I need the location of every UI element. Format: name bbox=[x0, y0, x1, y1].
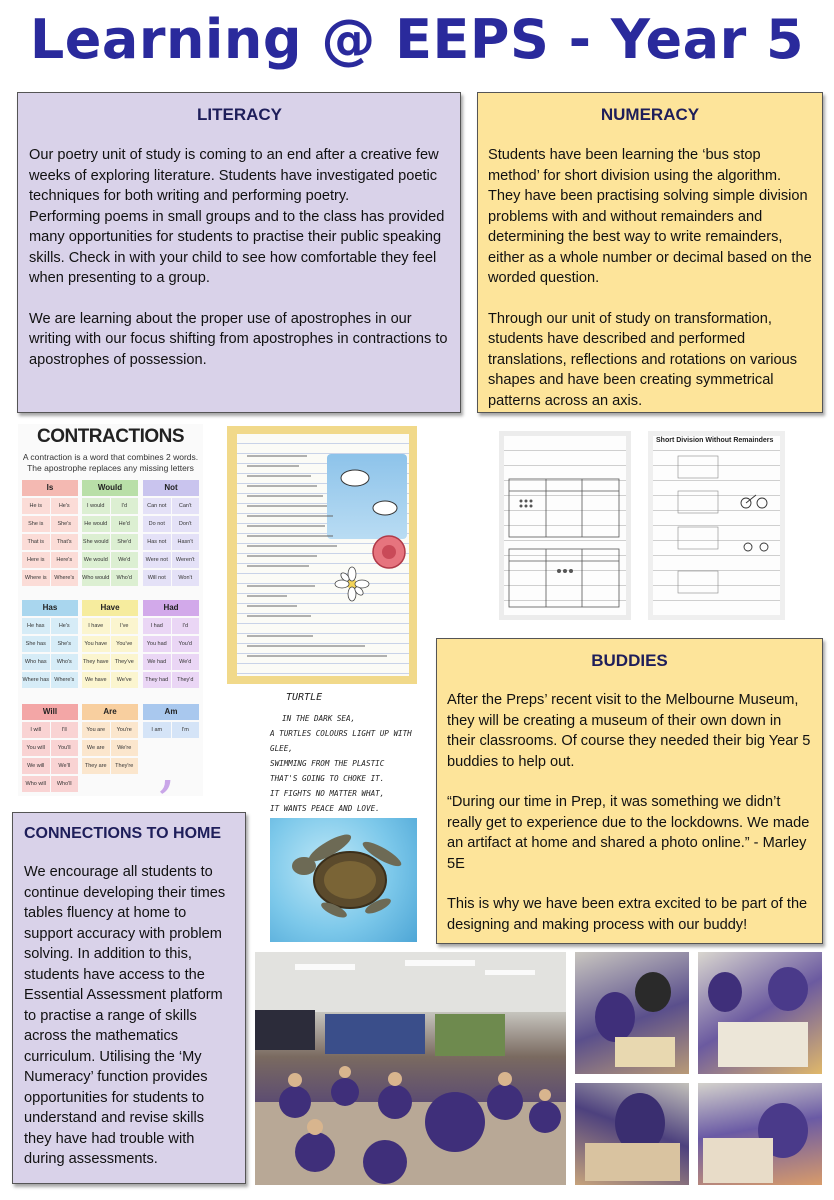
contraction-full-words: You will bbox=[22, 740, 50, 756]
division-worksheet-photo-left bbox=[499, 431, 631, 620]
contraction-short-form: Hasn't bbox=[172, 534, 200, 550]
table bbox=[718, 1022, 808, 1067]
contraction-group-heading: Would bbox=[82, 480, 138, 496]
contraction-row bbox=[22, 498, 78, 514]
literacy-panel bbox=[17, 92, 461, 413]
buddies-panel bbox=[436, 638, 823, 944]
contraction-row bbox=[82, 654, 138, 670]
contraction-row bbox=[143, 516, 199, 532]
contraction-short-form: He'd bbox=[111, 516, 139, 532]
contraction-group-heading: Are bbox=[82, 704, 138, 720]
contraction-full-words: I had bbox=[143, 618, 171, 634]
contraction-group-heading: Will bbox=[22, 704, 78, 720]
contraction-row bbox=[82, 618, 138, 634]
contraction-short-form: We'd bbox=[172, 654, 200, 670]
classroom-scene bbox=[255, 952, 566, 1185]
buddies-quote: “During our time in Prep, it was something we didn’t really get to experience due to the lockdowns. We made an artifact at home and shared a photo online.” - Marley 5E bbox=[447, 794, 810, 872]
poem-line: A TURTLES COLOURS LIGHT UP WITH GLEE, bbox=[270, 729, 412, 753]
contraction-short-form: I've bbox=[111, 618, 139, 634]
contraction-row bbox=[143, 618, 199, 634]
craft-box bbox=[585, 1143, 680, 1181]
contraction-short-form: You'll bbox=[51, 740, 79, 756]
student-figure bbox=[595, 992, 635, 1042]
contraction-short-form: She's bbox=[51, 516, 79, 532]
contraction-row bbox=[22, 722, 78, 738]
sea-turtle-photo bbox=[270, 818, 417, 942]
contraction-full-words: Has not bbox=[143, 534, 171, 550]
contraction-row bbox=[143, 570, 199, 586]
contraction-row bbox=[82, 672, 138, 688]
connections-heading: CONNECTIONS TO HOME bbox=[24, 825, 222, 842]
contraction-row bbox=[22, 758, 78, 774]
connections-panel bbox=[12, 812, 246, 1184]
student-figure bbox=[768, 967, 808, 1011]
contraction-row bbox=[22, 636, 78, 652]
numeracy-panel bbox=[477, 92, 823, 413]
buddies-photo-4 bbox=[698, 1083, 822, 1185]
contraction-row bbox=[22, 672, 78, 688]
numeracy-paragraph-2: Through our unit of study on transformation, students have described and performed translations, reflections and rotations on various shapes and have been creating symmetrical patterns across an axis. bbox=[488, 310, 798, 409]
contraction-group bbox=[22, 600, 78, 690]
contraction-row bbox=[22, 654, 78, 670]
contraction-group-heading: Had bbox=[143, 600, 199, 616]
contraction-row bbox=[22, 776, 78, 792]
contractions-description: A contraction is a word that combines 2 words. The apostrophe replaces any missing letters bbox=[22, 452, 199, 473]
contraction-short-form: We're bbox=[111, 740, 139, 756]
buddies-photo-2 bbox=[698, 952, 822, 1074]
contraction-short-form: Where's bbox=[51, 672, 79, 688]
contraction-full-words: Who has bbox=[22, 654, 50, 670]
worksheet-marks bbox=[648, 431, 785, 620]
contraction-full-words: They have bbox=[82, 654, 110, 670]
poem-drawing-svg bbox=[237, 434, 409, 676]
contraction-short-form: They've bbox=[111, 654, 139, 670]
contractions-title: CONTRACTIONS bbox=[36, 426, 185, 447]
contraction-full-words: We have bbox=[82, 672, 110, 688]
contraction-row bbox=[82, 516, 138, 532]
contraction-short-form: Won't bbox=[172, 570, 200, 586]
contraction-full-words: He would bbox=[82, 516, 110, 532]
buddies-paragraph-3: This is why we have been extra excited to be part of the designing and making process with our buddy! bbox=[447, 896, 808, 933]
contraction-group bbox=[143, 480, 199, 588]
student-figure bbox=[635, 972, 671, 1012]
contraction-short-form: That's bbox=[51, 534, 79, 550]
contraction-group bbox=[82, 600, 138, 690]
contraction-short-form: I'd bbox=[172, 618, 200, 634]
contraction-full-words: Who will bbox=[22, 776, 50, 792]
contraction-full-words: Can not bbox=[143, 498, 171, 514]
contraction-short-form: Where's bbox=[51, 570, 79, 586]
contraction-full-words: He has bbox=[22, 618, 50, 634]
contraction-full-words: I will bbox=[22, 722, 50, 738]
worksheet-title: Short Division Without Remainders bbox=[656, 437, 774, 444]
contraction-row bbox=[82, 534, 138, 550]
turtle-poem-title: TURTLE bbox=[286, 692, 323, 703]
contraction-full-words: We are bbox=[82, 740, 110, 756]
contraction-short-form: You're bbox=[111, 722, 139, 738]
contraction-full-words: Were not bbox=[143, 552, 171, 568]
contraction-short-form: We'll bbox=[51, 758, 79, 774]
contraction-row bbox=[143, 534, 199, 550]
contraction-short-form: I'll bbox=[51, 722, 79, 738]
poem-drawing-photo bbox=[227, 426, 417, 684]
buddies-heading: BUDDIES bbox=[591, 651, 668, 670]
contraction-full-words: I have bbox=[82, 618, 110, 634]
contraction-row bbox=[82, 570, 138, 586]
craft-box bbox=[703, 1138, 773, 1183]
poem-line: THAT'S GOING TO CHOKE IT. bbox=[270, 774, 385, 783]
contraction-row bbox=[82, 552, 138, 568]
student-figure bbox=[708, 972, 742, 1012]
buddies-photo-1 bbox=[575, 952, 689, 1074]
contraction-row bbox=[82, 758, 138, 774]
poem-line: SWIMMING FROM THE PLASTIC bbox=[270, 759, 385, 768]
contraction-full-words: They had bbox=[143, 672, 171, 688]
contraction-group bbox=[22, 704, 78, 794]
contraction-row bbox=[143, 654, 199, 670]
contraction-full-words: I am bbox=[143, 722, 171, 738]
contraction-short-form: Weren't bbox=[172, 552, 200, 568]
contraction-row bbox=[22, 516, 78, 532]
contraction-row bbox=[22, 570, 78, 586]
literacy-paragraph-1: Our poetry unit of study is coming to an end after a creative few weeks of exploring literature. Students have investigated poetic techniques for both writing and performing poetry. bbox=[29, 147, 439, 204]
contraction-row bbox=[143, 552, 199, 568]
contraction-short-form: They're bbox=[111, 758, 139, 774]
contraction-row bbox=[22, 618, 78, 634]
contraction-full-words: You had bbox=[143, 636, 171, 652]
page-title: Learning @ EEPS - Year 5 bbox=[29, 8, 805, 71]
contraction-full-words: Who would bbox=[82, 570, 110, 586]
literacy-heading: LITERACY bbox=[197, 105, 282, 124]
contraction-group bbox=[82, 480, 138, 588]
contraction-short-form: Who'll bbox=[51, 776, 79, 792]
contraction-short-form: We've bbox=[111, 672, 139, 688]
contraction-group bbox=[22, 480, 78, 588]
numeracy-paragraph-1: Students have been learning the ‘bus stop method’ for short division using the algorithm. They have been practising solving simple division problems with and without remainders and determining the best way to write remainders, either as a whole number or decimal based on the worded question. bbox=[488, 147, 812, 286]
contraction-full-words: You are bbox=[82, 722, 110, 738]
contraction-row bbox=[143, 636, 199, 652]
contraction-full-words: Will not bbox=[143, 570, 171, 586]
worksheet-marks bbox=[499, 431, 631, 620]
contraction-short-form: I'd bbox=[111, 498, 139, 514]
contraction-short-form: He's bbox=[51, 618, 79, 634]
contraction-short-form: She'd bbox=[111, 534, 139, 550]
turtle-illustration bbox=[270, 818, 417, 942]
contraction-full-words: We will bbox=[22, 758, 50, 774]
turtle-poem bbox=[270, 690, 420, 816]
contraction-short-form: They'd bbox=[172, 672, 200, 688]
connections-paragraph: We encourage all students to continue developing their times tables fluency at home to support accuracy with problem solving. In addition to this, students have access to the Essential Assessment platform to practise a range of skills across the mathematics curriculum. Utilising the ‘My Numeracy’ function provides opportunities for students to understand and revise skills they have had trouble with during assessments. bbox=[24, 864, 226, 1167]
contraction-full-words: She is bbox=[22, 516, 50, 532]
contraction-short-form: I'm bbox=[172, 722, 200, 738]
contraction-full-words: You have bbox=[82, 636, 110, 652]
poem-line: IT FIGHTS NO MATTER WHAT, bbox=[270, 789, 385, 798]
contraction-group-heading: Not bbox=[143, 480, 199, 496]
contraction-full-words: We would bbox=[82, 552, 110, 568]
contraction-short-form: Don't bbox=[172, 516, 200, 532]
contraction-full-words: He is bbox=[22, 498, 50, 514]
buddies-paragraph-1: After the Preps’ recent visit to the Melbourne Museum, they will be creating a museum of their own down in their classrooms. Of course they needed their big Year 5 buddies to help out. bbox=[447, 692, 811, 770]
contraction-group-heading: Am bbox=[143, 704, 199, 720]
poem-line: IN THE DARK SEA, bbox=[282, 714, 356, 723]
contraction-short-form: Who'd bbox=[111, 570, 139, 586]
contraction-short-form: You've bbox=[111, 636, 139, 652]
contraction-row bbox=[22, 740, 78, 756]
contraction-group bbox=[82, 704, 138, 776]
contraction-group-heading: Has bbox=[22, 600, 78, 616]
contraction-full-words: They are bbox=[82, 758, 110, 774]
contraction-short-form: You'd bbox=[172, 636, 200, 652]
numeracy-heading: NUMERACY bbox=[600, 105, 700, 124]
contraction-row bbox=[82, 740, 138, 756]
contraction-full-words: That is bbox=[22, 534, 50, 550]
literacy-paragraph-2: Performing poems in small groups and to the class has provided many opportunities for students to practise their public speaking skills. Check in with your child to see how comfortable they feel when presenting to a group. bbox=[29, 208, 445, 286]
contraction-short-form: He's bbox=[51, 498, 79, 514]
contraction-row bbox=[22, 534, 78, 550]
contraction-short-form: Who's bbox=[51, 654, 79, 670]
contraction-short-form: We'd bbox=[111, 552, 139, 568]
contraction-row bbox=[22, 552, 78, 568]
poem-line: IT WANTS PEACE AND LOVE. bbox=[270, 804, 380, 813]
contraction-short-form: Can't bbox=[172, 498, 200, 514]
contraction-full-words: Do not bbox=[143, 516, 171, 532]
contraction-short-form: She's bbox=[51, 636, 79, 652]
contraction-group-heading: Have bbox=[82, 600, 138, 616]
contraction-full-words: We had bbox=[143, 654, 171, 670]
contraction-full-words: She would bbox=[82, 534, 110, 550]
contraction-row bbox=[82, 722, 138, 738]
contraction-full-words: Where has bbox=[22, 672, 50, 688]
buddies-photo-3 bbox=[575, 1083, 689, 1185]
contraction-full-words: Where is bbox=[22, 570, 50, 586]
literacy-paragraph-3: We are learning about the proper use of apostrophes in our writing with our focus shifting from apostrophes in contractions to apostrophes of possession. bbox=[29, 310, 448, 368]
contraction-row bbox=[143, 498, 199, 514]
contraction-row bbox=[82, 498, 138, 514]
contraction-full-words: Here is bbox=[22, 552, 50, 568]
craft-box bbox=[615, 1037, 675, 1067]
contraction-full-words: I would bbox=[82, 498, 110, 514]
contraction-short-form: Here's bbox=[51, 552, 79, 568]
contraction-row bbox=[82, 636, 138, 652]
contraction-row bbox=[143, 672, 199, 688]
poem-paper bbox=[237, 434, 409, 676]
contraction-full-words: She has bbox=[22, 636, 50, 652]
classroom-photo bbox=[255, 952, 566, 1185]
comma-decoration: , bbox=[158, 735, 176, 800]
contraction-group bbox=[143, 600, 199, 690]
contraction-group-heading: Is bbox=[22, 480, 78, 496]
division-worksheet-photo-right bbox=[648, 431, 785, 620]
